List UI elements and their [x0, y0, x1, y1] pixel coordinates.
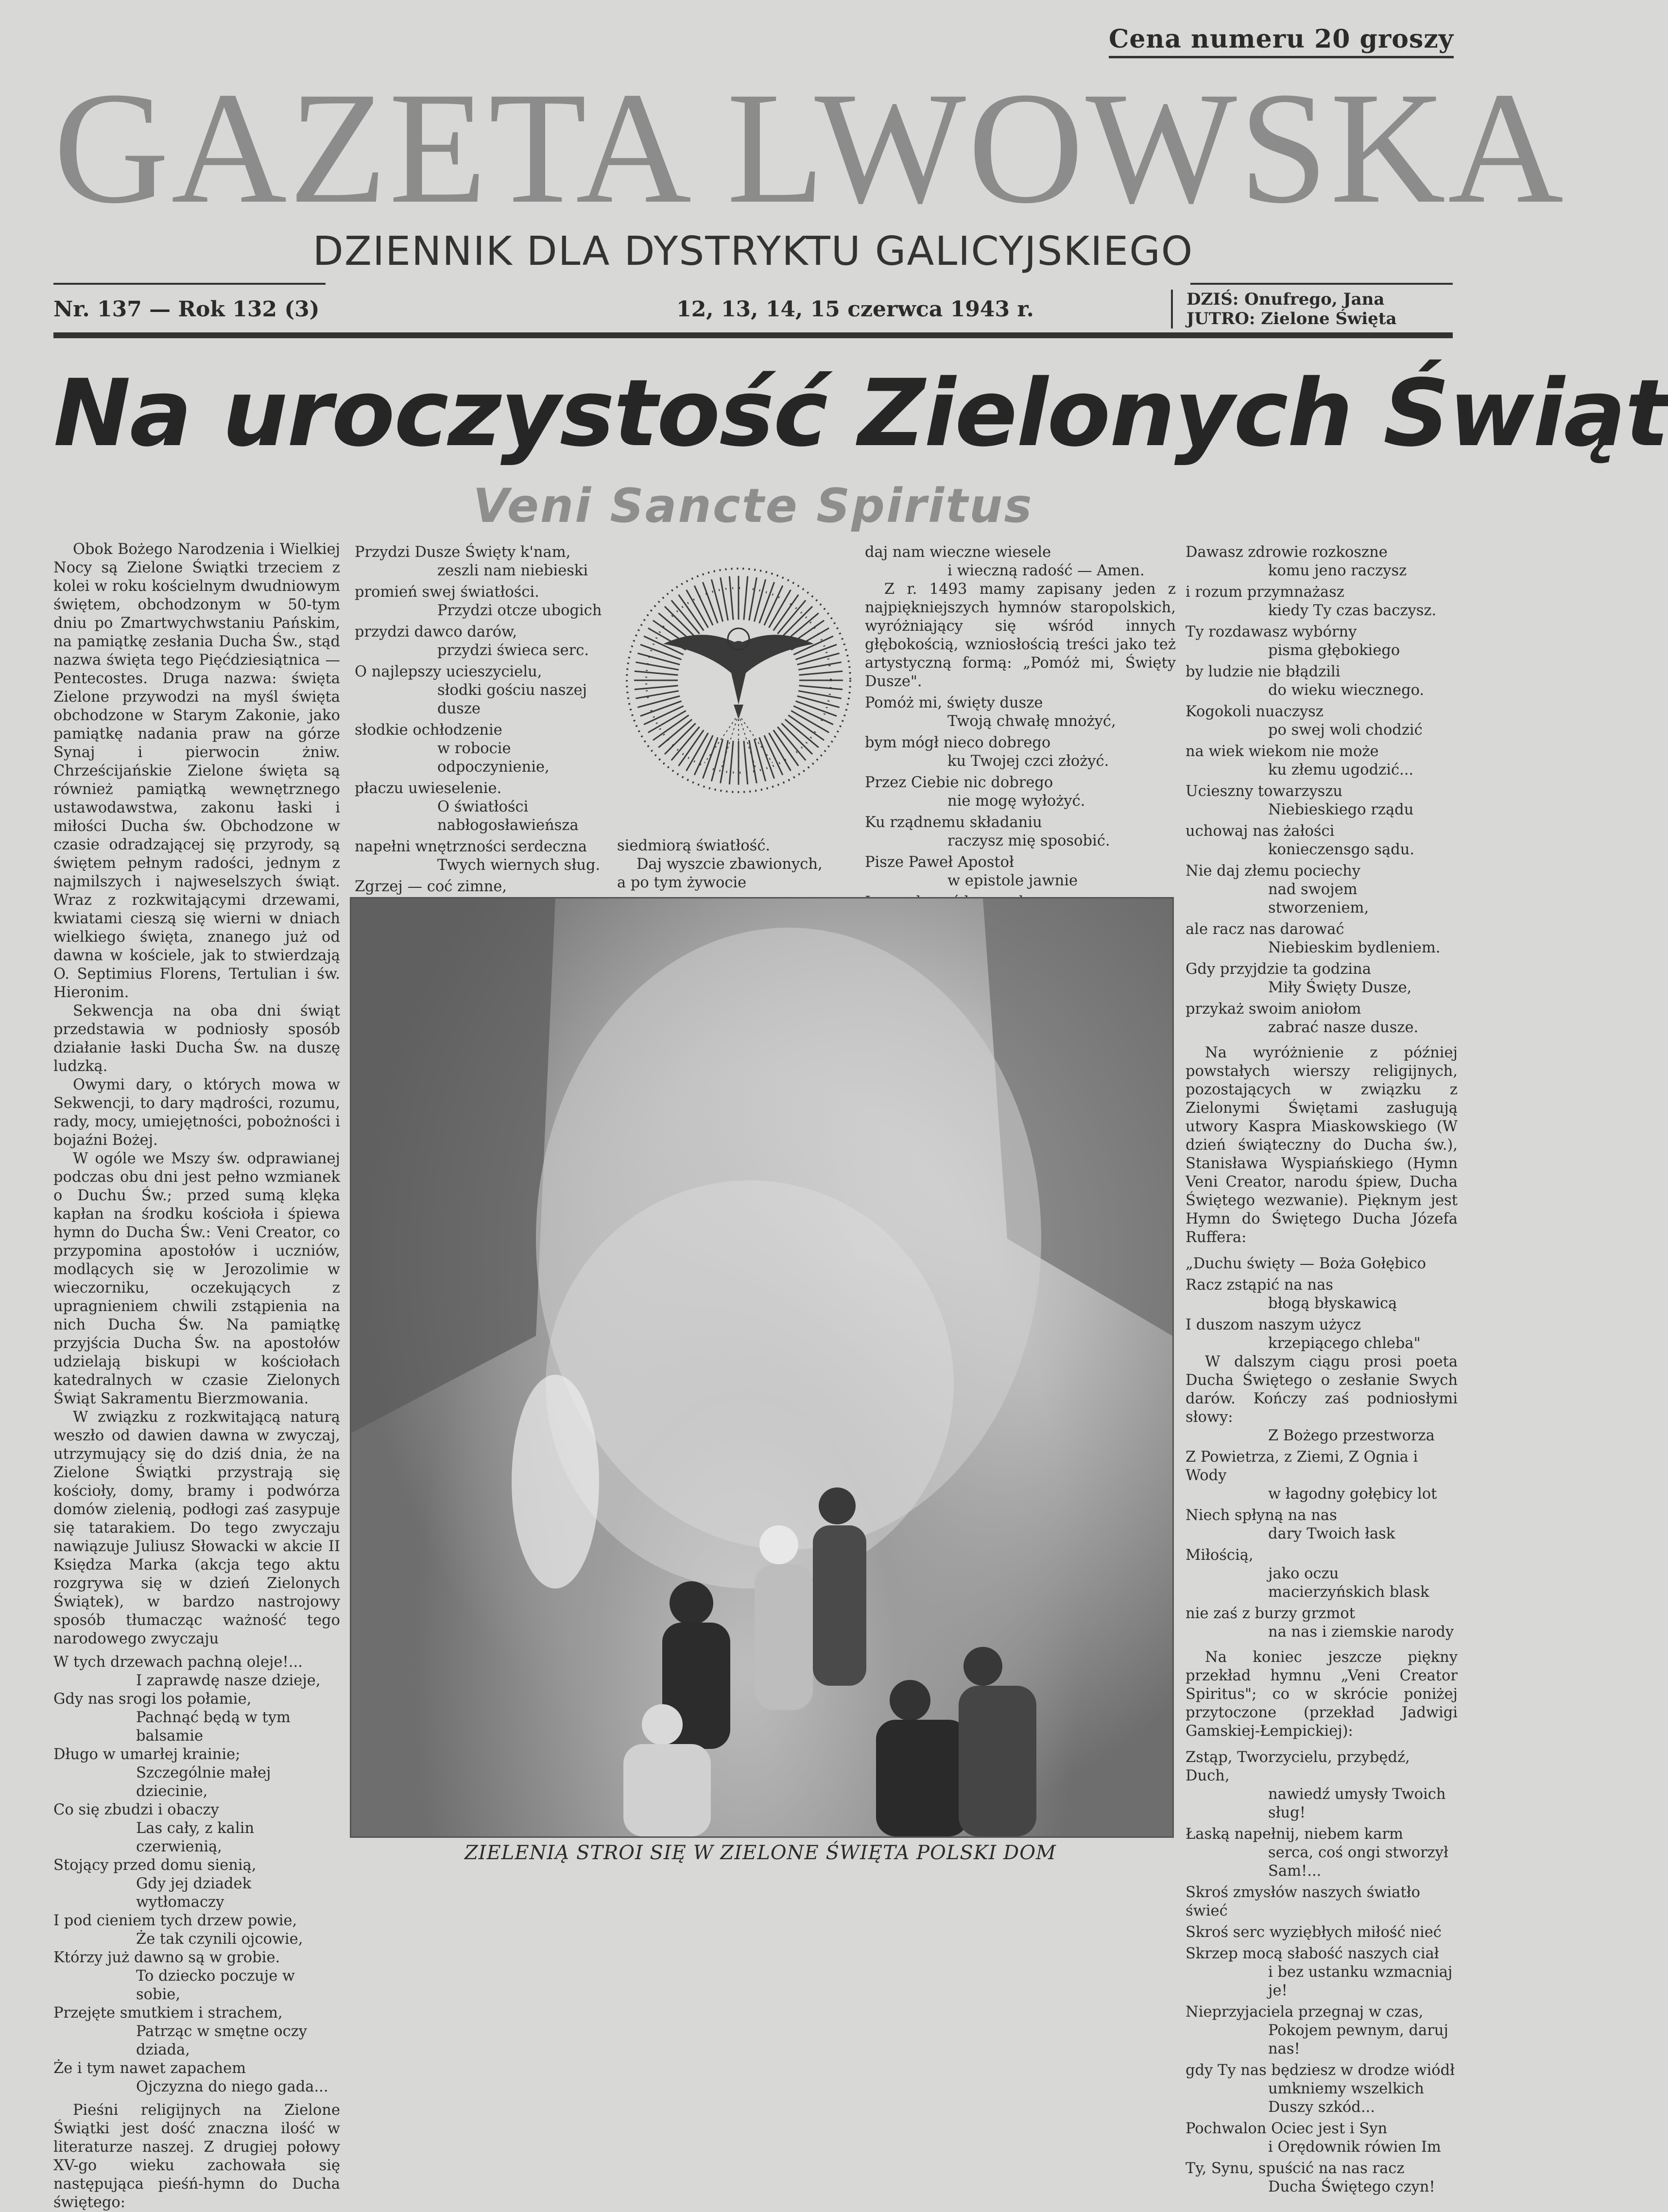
ray-line [749, 577, 757, 621]
verse-line: Przydzi otcze ubogich [437, 602, 602, 619]
divider [53, 332, 1453, 338]
paragraph: Sekwencja na oba dni świąt przedstawia w podniosły sposób działanie łaski Ducha Św. na duszę ludzką. [53, 1002, 340, 1075]
verse-line: Niech spłyną na nas [1186, 1507, 1337, 1524]
verse-line: Pokojem pewnym, daruj nas! [1268, 2022, 1448, 2057]
ray-line [711, 579, 722, 622]
verse-line: Stojący przed domu sienią, [53, 1857, 257, 1874]
issue-number: Nr. 137 — Rok 132 (3) [53, 296, 320, 322]
paragraph: Na koniec jeszcze piękny przekład hymnu „Veni Creator Spiritus"; co w skrócie poniżej przytoczone (przekład Jadwigi Gamskiej-Łempickiej): [1186, 1649, 1458, 1740]
verse-line: i Orędownik rówien Im [1268, 2139, 1441, 2156]
verse-line: Niebieskiego rządu [1268, 801, 1414, 818]
price-label: Cena numeru 20 groszy [1109, 24, 1454, 58]
ray-line [754, 579, 765, 622]
verse-line: do wieku wiecznego. [1268, 682, 1425, 699]
verse-line: błogą błyskawicą [1268, 1295, 1397, 1312]
verse-line: jako oczu macierzyńskich blask [1268, 1565, 1429, 1601]
verse-line: uchowaj nas żałości [1186, 823, 1335, 840]
verse-line: Skroś zmysłów naszych światło świeć [1186, 1884, 1420, 1919]
verse-line: Którzy już dawno są w grobie. [53, 1949, 280, 1966]
verse-line: i bez ustanku wzmacniaj je! [1268, 1964, 1453, 1999]
verse-line: napełni wnętrzności serdeczna [355, 838, 587, 855]
verse-line: Przejęte smutkiem i strachem, [53, 2005, 283, 2022]
masthead-subtitle: DZIENNIK DLA DYSTRYKTU GALICYJSKIEGO [312, 228, 1194, 275]
divider [53, 283, 326, 285]
verse-line: zeszli nam niebieski [437, 562, 588, 579]
verse-line: przykaż swoim aniołom [1186, 1001, 1361, 1018]
verse-line: kiedy Ty czas baczysz. [1268, 602, 1437, 619]
verse-line: zabrać nasze dusze. [1268, 1019, 1419, 1036]
verse-line: płaczu uwieselenie. [355, 780, 502, 797]
verse-line: ku złemu ugodzić... [1268, 761, 1414, 778]
name-day-tomorrow: JUTRO: Zielone Święta [1187, 309, 1397, 328]
ray-line [759, 737, 774, 778]
verse-line: Miły Święty Dusze, [1268, 979, 1412, 996]
verse-line: bym mógł nieco dobrego [865, 734, 1051, 751]
ray-line [798, 662, 842, 670]
verse-line: serca, coś ongi stworzył Sam!... [1268, 1844, 1448, 1880]
verse-line: Pisze Paweł Apostoł [865, 854, 1014, 871]
paragraph: Obok Bożego Narodzenia i Wielkiej Nocy są Zielone Świątki trzeciem z kolei w roku kościelnym dwudniowym świętem, obchodzonym w 50-tym dniu po Zmartwychwstaniu Pańskim, na pamiątkę zesłania Ducha Św., stąd nazwa święta tego Pięćdziesiątnica — Pentecostes. Druga nazwa: święta Zielone przywodzi na myśl święta obchodzone w Starym Zakonie, jako pamiątkę nadania praw na górze Synaj i pierwocin żniw. Chrześcijańskie Zielone święta są również pamiątką wewnętrznego ustawodawstwa, zakonu łaski i miłości Ducha św. Obchodzone w czasie odradzającej się przyrody, są świętem pełnym radości, jednym z najmilszych i najweselszych świąt. Wraz z rozkwitającymi drzewami, kwiatami cieszą się wierni w dniach wielkiego święta, znanego już od dawna w kościele, jak to stwierdzają O. Septimius Florens, Tertulian i św. Hieronim. [53, 541, 340, 1001]
verse-line: umkniemy wszelkich Duszy szkód... [1268, 2080, 1424, 2116]
verse-line: na wiek wiekom nie może [1186, 743, 1379, 760]
ray-line [759, 582, 774, 623]
ray-line [721, 740, 728, 783]
verse-line: Długo w umarłej krainie; [53, 1746, 241, 1763]
ray-line [635, 671, 678, 675]
verse-line: i rozum przymnażasz [1186, 584, 1344, 601]
verse-line: raczysz mię sposobić. [947, 832, 1110, 849]
verse-line: Co się zbudzi i obaczy [53, 1801, 219, 1818]
verse-line: Z Bożego przestworza [1268, 1427, 1435, 1444]
ray-line [798, 691, 842, 699]
verse-line: Pomóż mi, święty dusze [865, 694, 1043, 711]
verse-line: I zaprawdę nasze dzieje, [136, 1672, 321, 1689]
ray-line [640, 644, 682, 659]
verse-line: słodkie ochłodzenie [355, 722, 502, 739]
ray-line [721, 577, 728, 621]
ray-line [729, 576, 733, 620]
verse-line: O światłości nabłogosławieńsza [437, 798, 579, 834]
verse-line: Przydzi Dusze Święty k'nam, [355, 544, 571, 561]
subheadline: Veni Sancte Spiritus [473, 479, 1033, 533]
verse-line: nie zaś z burzy grzmot [1186, 1605, 1355, 1622]
ray-line [795, 701, 837, 716]
photograph-green-holiday-scene [350, 897, 1174, 1838]
verse-line: Że tak czynili ojcowie, [136, 1931, 303, 1948]
ray-line [640, 701, 682, 716]
verse-line: nad swojem stworzeniem, [1268, 881, 1369, 916]
verse-line: Ucieszny towarzyszu [1186, 783, 1343, 800]
verse-line: Twych wiernych sług. [437, 857, 601, 874]
headline: Na uroczystość Zielonych Świąt [53, 360, 1668, 467]
verse-line: komu jeno raczysz [1268, 562, 1407, 579]
verse-line: Racz zstąpić na nas [1186, 1277, 1333, 1294]
name-day-today: DZIŚ: Onufrego, Jana [1187, 290, 1385, 309]
paragraph: W dalszym ciągu prosi poeta Ducha Świętego o zesłanie Swych darów. Kończy zaś podniosłymi słowy: [1186, 1353, 1458, 1426]
verse-line: Las cały, z kalin czerwienią, [136, 1820, 255, 1855]
verse-line: To dziecko poczuje w sobie, [136, 1968, 295, 2003]
ray-line [636, 691, 679, 699]
verse-line: przydzi dawco darów, [355, 623, 517, 640]
verse-line: Nieprzyjaciela przegnaj w czas, [1186, 2004, 1424, 2021]
verse-line: Gdy przyjdzie ta godzina [1186, 961, 1371, 978]
paragraph: Na wyróżnienie z później powstałych wierszy religijnych, pozostających w związku z Zielonymi Świętami zasługują utwory Kaspra Miaskowskiego (W dzień świąteczny do Ducha św.), Stanisława Wyspiańskiego (Hymn Veni Creator, narodu śpiew, Ducha Świętego wezwanie). Pięknym jest Hymn do Świętego Ducha Józefa Ruffera: [1186, 1044, 1458, 1246]
paragraph: Pieśni religijnych na Zielone Świątki jest dość znaczna ilość w literaturze naszej. Z drugiej połowy XV-go wieku zachowała się następująca pieśń-hymn do Ducha świętego: [53, 2102, 340, 2211]
verse-line: ale racz nas darować [1186, 921, 1344, 938]
verse-line: Szczególnie małej dziecinie, [136, 1764, 271, 1800]
verse-line: przydzi świeca serc. [437, 642, 589, 659]
photo-illustration [351, 899, 1172, 1836]
issue-date: 12, 13, 14, 15 czerwca 1943 r. [676, 296, 1034, 322]
verse-line: siedmiorą światłość. [617, 837, 771, 854]
verse-line: promień swej światłości. [355, 584, 539, 601]
verse-line: nie mogę wyłożyć. [947, 793, 1085, 810]
verse-line: Patrząc w smętne oczy dziada, [136, 2023, 308, 2058]
verse-line: a po tym żywocie [617, 874, 747, 891]
verse-line: O najlepszy ucieszycielu, [355, 663, 542, 680]
verse-line: gdy Ty nas będziesz w drodze wiódł [1186, 2062, 1455, 2079]
verse-line: W tych drzewach pachną oleje!... [53, 1654, 303, 1671]
paragraph: W ogóle we Mszy św. odprawianej podczas obu dni jest pełno wzmianek o Duchu Św.; przed sumą klęka kapłan na środku kościoła i śpiewa hymn do Ducha Św.: Veni Creator, co przypomina apostołów i uczniów, modlących się w Jerozolimie w wieczorniku, oczekujących z upragnieniem chwili zstąpienia na nich Ducha Św. Na pamiątkę przyjścia Ducha Św. na apostołów udzielają biskupi w kościołach katedralnych w czasie Zielonych Świąt Sakramentu Bierzmowania. [53, 1150, 340, 1407]
verse-line: Ku rządnemu składaniu [865, 814, 1042, 831]
verse-line: Gdy nas srogi los połamie, [53, 1691, 252, 1708]
holy-spirit-dove-icon [617, 559, 860, 802]
verse-line: Pachnąć będą w tym balsamie [136, 1709, 291, 1745]
ray-line [711, 739, 722, 781]
verse-line: Że i tym nawet zapachem [53, 2060, 246, 2077]
verse-line: Ty rozdawasz wybórny [1186, 623, 1357, 640]
verse-line: Skrzep mocą słabość naszych ciał [1186, 1945, 1439, 1962]
article-column-4 [1186, 540, 1458, 2195]
verse-line: Łaską napełnij, niebem karm [1186, 1826, 1403, 1843]
centered-verse [617, 837, 865, 892]
verse-line: I pod cieniem tych drzew powie, [53, 1912, 297, 1929]
verse-line: Przez Ciebie nic dobrego [865, 774, 1053, 791]
ray-line [703, 737, 718, 778]
ray-line [795, 644, 837, 659]
verse-line: Daj wyszcie zbawionych, [636, 856, 823, 873]
ray-line [749, 740, 757, 783]
verse-line: by ludzie nie błądzili [1186, 663, 1341, 680]
ray-line [703, 582, 718, 623]
verse-line: krzepiącego chleba" [1268, 1335, 1421, 1352]
verse-line: Ojczyzna do niego gada... [136, 2078, 328, 2095]
verse-line: w robocie odpoczynienie, [437, 740, 550, 776]
verse-line: nawiedź umysły Twoich sług! [1268, 1786, 1446, 1821]
ray-line [799, 671, 843, 675]
ray-line [637, 696, 680, 707]
verse-line: pisma głębokiego [1268, 642, 1400, 659]
masthead-title: GAZETA LWOWSKA [53, 59, 1566, 237]
paragraph: W związku z rozkwitającą naturą weszło od dawien dawna w zwyczaj, utrzymujący się do dziś dnia, że na Zielone Świątki przystrają się kościoły, domy, bramy i podwórza domów zielenią, podłogi zaś zasypuje się tatarakiem. Do tego zwyczaju nawiązuje Juliusz Słowacki w akcie II Księdza Marka (akcja tego aktu rozgrywa się w dzień Zielonych Świątek), w bardzo nastrojowy sposób tłumacząc ważność tego narodowego zwyczaju [53, 1409, 340, 1647]
verse-line: Skroś serc wyziębłych miłość nieć [1186, 1924, 1442, 1941]
verse-line: Kogokoli nuaczysz [1186, 703, 1324, 720]
verse-line: Niebieskim bydleniem. [1268, 939, 1441, 956]
ray-line [729, 741, 733, 785]
verse-line: I duszom naszym użycz [1186, 1316, 1361, 1333]
verse-line: Zgrzej — coć zimne, [355, 878, 507, 895]
verse-line: Miłością, [1186, 1547, 1254, 1564]
verse-line: Z Powietrza, z Ziemi, Z Ognia i Wody [1186, 1449, 1418, 1484]
verse-line: ku Twojej czci złożyć. [947, 753, 1109, 770]
article-column-2 [355, 540, 607, 895]
verse-line: Gdy jej dziadek wytłomaczy [136, 1875, 252, 1911]
verse-line: Ducha Świętego czyn! [1268, 2178, 1435, 2195]
verse-line: w epistole jawnie [947, 872, 1078, 889]
ray-line [754, 739, 765, 781]
verse-line: dary Twoich łask [1268, 1525, 1395, 1542]
verse-line: po swej woli chodzić [1268, 722, 1423, 739]
verse-line: i wieczną radość — Amen. [947, 562, 1145, 579]
ray-line [744, 741, 748, 785]
verse-line: Pochwalon Ociec jest i Syn [1186, 2120, 1388, 2137]
issue-bar [53, 288, 1453, 330]
ray-line [635, 686, 678, 690]
verse-line: słodki gościu naszej dusze [437, 682, 587, 717]
verse-line: konieczensgo sądu. [1268, 841, 1415, 858]
paragraph: Owymi dary, o których mowa w Sekwencji, to dary mądrości, rozumu, rady, mocy, umiejętności, pobożności i bojaźni Bożej. [53, 1076, 340, 1149]
ray-line [637, 653, 680, 664]
verse-line: daj nam wieczne wiesele [865, 544, 1051, 561]
name-days [1171, 290, 1453, 328]
divider [1190, 283, 1453, 285]
verse-line: Zstąp, Tworzycielu, przybędź, Duch, [1186, 1749, 1410, 1784]
verse-line: „Duchu święty — Boża Gołębico [1186, 1255, 1427, 1272]
ray-line [797, 696, 840, 707]
verse-line: na nas i ziemskie narody [1268, 1624, 1454, 1641]
verse-line: Ty, Synu, spuścić na nas racz [1186, 2160, 1405, 2177]
article-column-1 [53, 540, 340, 2211]
ray-line [636, 662, 679, 670]
ray-line [797, 653, 840, 664]
verse-line: Twoją chwałę mnożyć, [947, 713, 1116, 730]
paragraph: Z r. 1493 mamy zapisany jeden z najpiękniejszych hymnów staropolskich, wyróżniający się wśród innych głębokością, wzniosłością treści jako też artystyczną formą: „Pomóż mi, Święty Dusze". [865, 581, 1176, 690]
article-column-3 [865, 540, 1176, 895]
photo-caption: ZIELENIĄ STROI SIĘ W ZIELONE ŚWIĘTA POLSKI DOM [464, 1842, 1056, 1864]
verse-line: Nie daj złemu pociechy [1186, 863, 1361, 880]
verse-line: Dawasz zdrowie rozkoszne [1186, 544, 1388, 561]
verse-line: w łagodny gołębicy lot [1268, 1486, 1437, 1503]
ray-line [799, 686, 843, 690]
ray-line [744, 576, 748, 620]
